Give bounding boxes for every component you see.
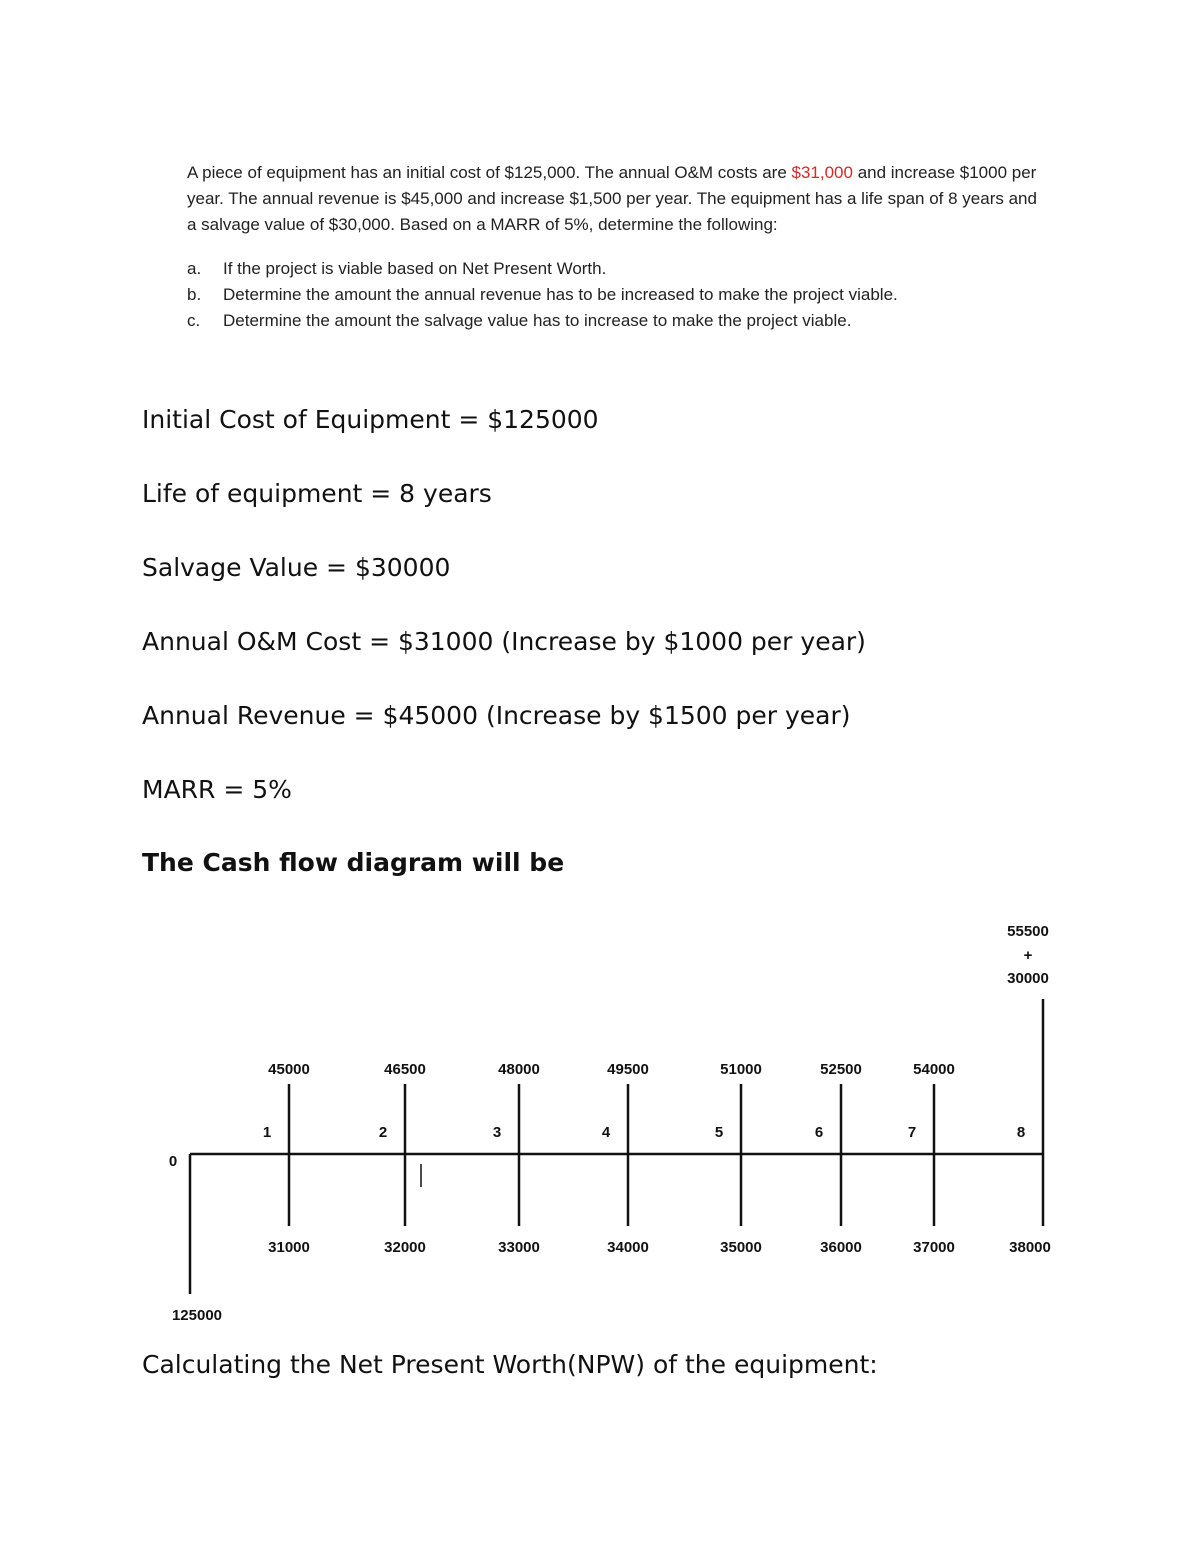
outflow-label-7: 37000 xyxy=(913,1239,955,1256)
period-label-3: 3 xyxy=(492,1124,502,1141)
outflow-label-6: 36000 xyxy=(820,1239,862,1256)
period-label-8: 8 xyxy=(1016,1124,1026,1141)
outflow-label-4: 34000 xyxy=(607,1239,649,1256)
outflow-label-5: 35000 xyxy=(720,1239,762,1256)
inflow-label-4: 49500 xyxy=(607,1061,649,1078)
marr-line: MARR = 5% xyxy=(142,775,292,804)
period-label-1: 1 xyxy=(262,1124,272,1141)
final-inflow-plus: + xyxy=(1023,947,1033,964)
om-cost-highlight: $31,000 xyxy=(791,163,853,182)
initial-outflow-label: 125000 xyxy=(171,1307,223,1324)
inflow-label-3: 48000 xyxy=(498,1061,540,1078)
question-item-c: c. Determine the amount the salvage value has to increase to make the project viable. xyxy=(187,311,852,330)
cash-flow-diagram xyxy=(0,900,1200,1340)
npw-heading: Calculating the Net Present Worth(NPW) of the equipment: xyxy=(142,1350,878,1379)
question-list xyxy=(187,256,1037,334)
outflow-label-3: 33000 xyxy=(498,1239,540,1256)
inflow-label-7: 54000 xyxy=(913,1061,955,1078)
period-label-2: 2 xyxy=(378,1124,388,1141)
period-label-5: 5 xyxy=(714,1124,724,1141)
om-cost-line: Annual O&M Cost = $31000 (Increase by $1000 per year) xyxy=(142,627,866,656)
revenue-line: Annual Revenue = $45000 (Increase by $1500 per year) xyxy=(142,701,851,730)
diagram-heading: The Cash flow diagram will be xyxy=(142,848,565,877)
period-label-0: 0 xyxy=(168,1153,178,1170)
period-label-7: 7 xyxy=(907,1124,917,1141)
outflow-label-8: 38000 xyxy=(1009,1239,1051,1256)
question-item-b: b. Determine the amount the annual revenue has to be increased to make the project viable. xyxy=(187,285,898,304)
period-label-4: 4 xyxy=(601,1124,611,1141)
outflow-label-2: 32000 xyxy=(384,1239,426,1256)
final-inflow-label: 55500 xyxy=(1007,923,1049,940)
period-label-6: 6 xyxy=(814,1124,824,1141)
inflow-label-1: 45000 xyxy=(268,1061,310,1078)
initial-cost-line: Initial Cost of Equipment = $125000 xyxy=(142,405,599,434)
life-line: Life of equipment = 8 years xyxy=(142,479,492,508)
problem-paragraph: A piece of equipment has an initial cost of $125,000. The annual O&M costs are $31,000 and increase $1000 per year. The annual revenue is $45,000 and increase $1,500 per year. The equipment has a life span of 8 years and a salvage value of $30,000. Based on a MARR of 5%, determine the following: xyxy=(187,163,1037,234)
outflow-label-1: 31000 xyxy=(268,1239,310,1256)
inflow-label-2: 46500 xyxy=(384,1061,426,1078)
salvage-line: Salvage Value = $30000 xyxy=(142,553,451,582)
problem-statement xyxy=(187,160,1037,334)
inflow-label-5: 51000 xyxy=(720,1061,762,1078)
inflow-label-6: 52500 xyxy=(820,1061,862,1078)
final-salvage-label: 30000 xyxy=(1007,970,1049,987)
question-item-a: a. If the project is viable based on Net Present Worth. xyxy=(187,259,607,278)
